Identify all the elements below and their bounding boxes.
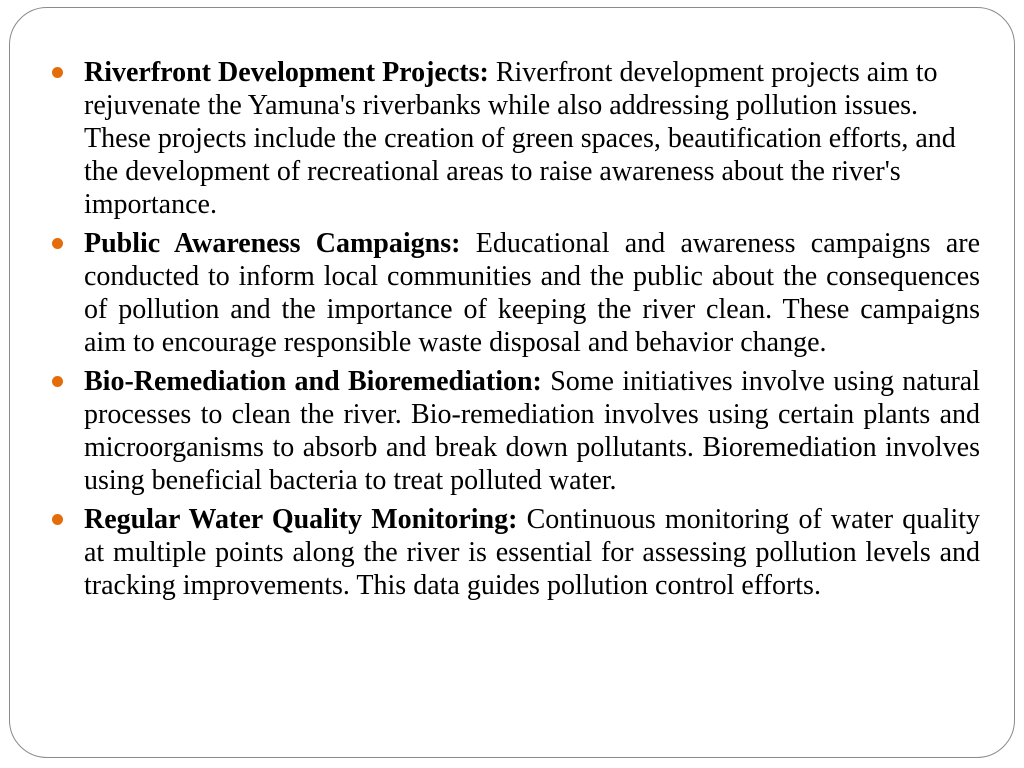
bullet-term: Regular Water Quality Monitoring: [84, 504, 518, 535]
bullet-dot-icon [52, 514, 63, 525]
bullet-item-public-awareness [52, 227, 980, 359]
bullet-text: Riverfront development projects aim to rejuvenate the Yamuna's riverbanks while also addressing pollution issues. These projects include the creation of green spaces, beautification efforts, and the development of recreational areas to raise awareness about the river's importance. [84, 57, 956, 220]
bullet-list [52, 56, 980, 608]
bullet-text: Some initiatives involve using natural processes to clean the river. Bio-remediation involves using certain plants and microorganisms to absorb and break down pollutants. Bioremediation involves using beneficial bacteria to treat polluted water. [84, 366, 981, 496]
bullet-term: Public Awareness Campaigns: [84, 228, 461, 259]
bullet-text: Continuous monitoring of water quality at multiple points along the river is essential for assessing pollution levels and tracking improvements. This data guides pollution control efforts. [84, 504, 980, 601]
bullet-term: Riverfront Development Projects: [84, 57, 489, 88]
bullet-item-water-quality-monitoring [52, 503, 980, 602]
bullet-item-bio-remediation [52, 365, 980, 497]
bullet-dot-icon [52, 238, 63, 249]
bullet-text: Educational and awareness campaigns are conducted to inform local communities and the public about the consequences of pollution and the importance of keeping the river clean. These campaigns aim to encourage responsible waste disposal and behavior change. [84, 228, 981, 358]
bullet-dot-icon [52, 376, 63, 387]
bullet-term: Bio-Remediation and Bioremediation: [84, 366, 542, 397]
bullet-item-riverfront-development [52, 56, 980, 221]
bullet-dot-icon [52, 67, 63, 78]
